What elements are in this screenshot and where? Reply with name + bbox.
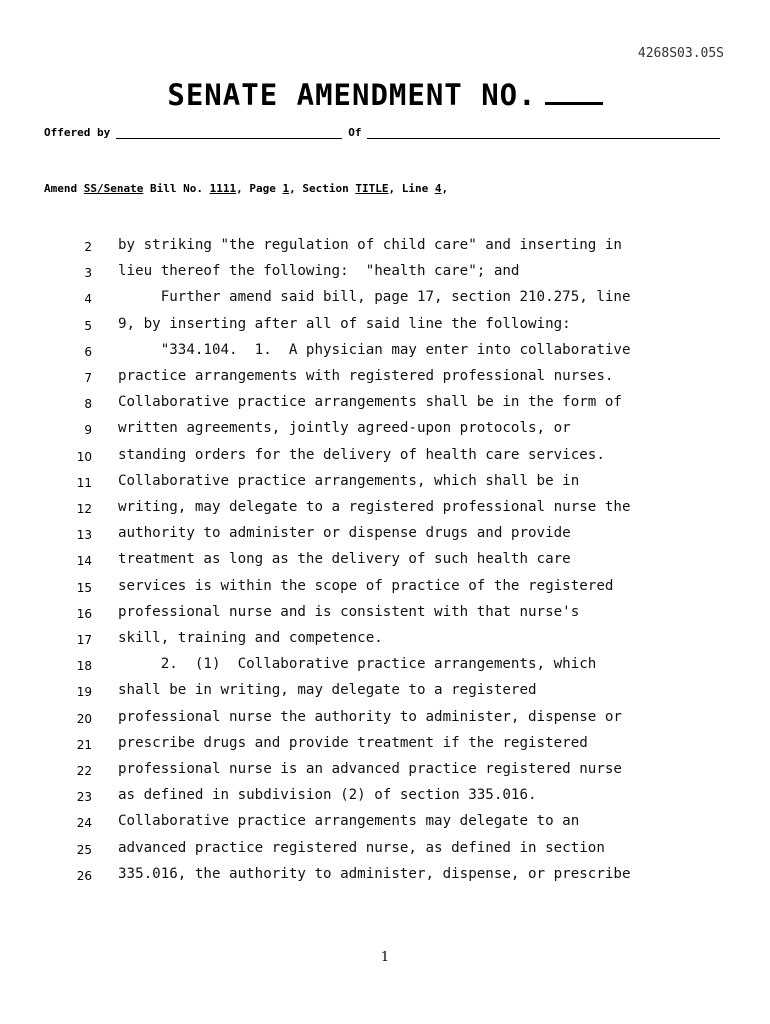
- line-text: professional nurse the authority to administer, dispense or: [118, 708, 622, 725]
- text-line: [0, 260, 770, 286]
- line-number: 13: [76, 528, 92, 543]
- bill-number: 1111: [209, 182, 237, 195]
- document-id: 4268S03.05S: [637, 46, 724, 61]
- line-text: 335.016, the authority to administer, dispense, or prescribe: [118, 865, 631, 882]
- page-number: 1: [380, 950, 390, 965]
- line-text: lieu thereof the following: "health care"; and: [118, 263, 520, 280]
- line-text: shall be in writing, may delegate to a registered: [118, 682, 537, 699]
- text-line: [0, 627, 770, 653]
- text-line: [0, 313, 770, 339]
- text-line: [0, 679, 770, 705]
- line-number: 5: [84, 318, 92, 333]
- section-label: Section: [302, 182, 349, 195]
- amend-line: 4: [434, 182, 442, 195]
- text-line: [0, 391, 770, 417]
- text-line: [0, 365, 770, 391]
- line-text: authority to administer or dispense drugs and provide: [118, 525, 571, 542]
- line-text: written agreements, jointly agreed-upon protocols, or: [118, 420, 571, 437]
- text-line: [0, 234, 770, 260]
- text-line: [0, 470, 770, 496]
- amendment-number-blank: [545, 76, 603, 105]
- line-number: 17: [76, 633, 92, 647]
- text-line: [0, 706, 770, 732]
- line-number: 14: [76, 554, 92, 569]
- bill-type: SS/Senate: [83, 182, 144, 195]
- text-line: [0, 444, 770, 470]
- text-line: [0, 601, 770, 627]
- line-text: as defined in subdivision (2) of section 335.016.: [118, 787, 537, 804]
- text-line: [0, 810, 770, 836]
- line-text: treatment as long as the delivery of such health care: [118, 551, 571, 568]
- line-text: writing, may delegate to a registered professional nurse the: [118, 499, 631, 515]
- line-text: services is within the scope of practice of the registered: [118, 577, 614, 594]
- line-number: 9: [84, 423, 92, 438]
- line-number: 8: [84, 397, 92, 412]
- line-text: Further amend said bill, page 17, section 210.275, line: [118, 289, 631, 306]
- text-line: [0, 417, 770, 443]
- line-text: 2. (1) Collaborative practice arrangements, which: [118, 656, 597, 673]
- line-text: skill, training and competence.: [118, 630, 383, 646]
- line-number: 2: [84, 240, 92, 254]
- line-number: 4: [84, 292, 92, 307]
- line-number: 18: [76, 659, 92, 674]
- line-text: Collaborative practice arrangements, which shall be in: [118, 472, 580, 489]
- text-line: [0, 784, 770, 810]
- text-line: [0, 575, 770, 601]
- line-text: Collaborative practice arrangements shall be in the form of: [118, 394, 622, 411]
- bill-label: Bill No.: [149, 182, 203, 195]
- line-number: 25: [76, 842, 92, 857]
- line-text: advanced practice registered nurse, as defined in section: [118, 839, 605, 856]
- text-line: [0, 496, 770, 522]
- amendment-title: [0, 76, 770, 112]
- line-number: 6: [84, 344, 92, 359]
- line-number: 20: [76, 711, 92, 726]
- line-number: 22: [76, 764, 92, 778]
- of-blank: [367, 127, 720, 139]
- line-number: 24: [76, 816, 92, 831]
- line-text: 9, by inserting after all of said line the following:: [118, 315, 571, 332]
- line-number: 26: [76, 868, 92, 883]
- line-text: by striking "the regulation of child care" and inserting in: [118, 237, 622, 253]
- text-line: [0, 732, 770, 758]
- line-text: "334.104. 1. A physician may enter into collaborative: [118, 341, 631, 358]
- line-number: 11: [76, 475, 92, 490]
- line-number: 21: [76, 737, 92, 752]
- amend-label: Amend: [44, 182, 78, 195]
- line-number: 7: [84, 371, 92, 385]
- line-number: 10: [76, 449, 92, 464]
- text-line: [0, 548, 770, 574]
- line-text: Collaborative practice arrangements may delegate to an: [118, 813, 580, 830]
- line-number: 15: [76, 580, 92, 595]
- line-number: 19: [76, 685, 92, 700]
- line-text: professional nurse and is consistent with that nurse's: [118, 603, 580, 620]
- page-label: Page: [249, 182, 276, 195]
- line-text: professional nurse is an advanced practice registered nurse: [118, 761, 622, 777]
- offered-by-label: Offered by: [44, 126, 111, 139]
- offered-by-blank: [116, 127, 342, 139]
- text-line: [0, 758, 770, 784]
- amendment-title-text: SENATE AMENDMENT NO.: [167, 78, 537, 112]
- line-text: prescribe drugs and provide treatment if the registered: [118, 734, 588, 751]
- offered-by-row: [44, 126, 726, 139]
- line-number: 23: [76, 790, 92, 805]
- line-number: 12: [76, 502, 92, 516]
- amend-page: 1: [282, 182, 290, 195]
- line-text: practice arrangements with registered professional nurses.: [118, 368, 614, 384]
- text-line: [0, 837, 770, 863]
- text-line: [0, 863, 770, 889]
- of-label: Of: [348, 126, 362, 139]
- text-line: [0, 653, 770, 679]
- text-line: [0, 286, 770, 312]
- amend-section: TITLE: [355, 182, 389, 195]
- line-text: standing orders for the delivery of health care services.: [118, 446, 605, 463]
- line-label: Line: [401, 182, 429, 195]
- text-line: [0, 522, 770, 548]
- line-number: 3: [84, 266, 92, 281]
- text-line: [0, 339, 770, 365]
- amend-reference: Amend SS/Senate Bill No. 1111, Page 1, Section TITLE, Line 4,: [44, 182, 449, 195]
- line-number: 16: [76, 606, 92, 621]
